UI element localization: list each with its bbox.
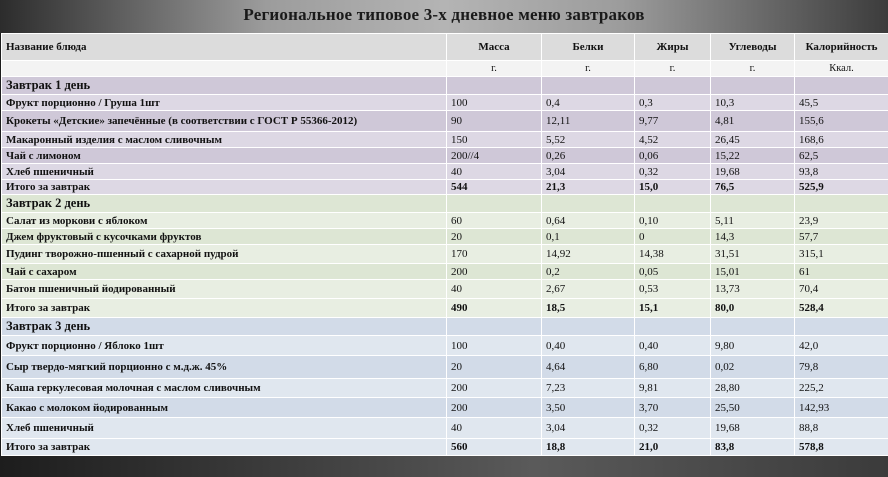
page-title: Региональное типовое 3-х дневное меню завтраков bbox=[0, 0, 888, 33]
empty-cell bbox=[447, 77, 542, 95]
dish-fat: 0,40 bbox=[635, 336, 711, 356]
dish-mass: 20 bbox=[447, 356, 542, 379]
dish-kcal: 79,8 bbox=[795, 356, 888, 379]
dish-fat: 0,3 bbox=[635, 95, 711, 111]
dish-carbs: 5,11 bbox=[711, 213, 795, 229]
total-mass: 490 bbox=[447, 299, 542, 318]
dish-protein: 4,64 bbox=[542, 356, 635, 379]
dish-fat: 0,06 bbox=[635, 148, 711, 164]
empty-cell bbox=[542, 77, 635, 95]
dish-protein: 3,04 bbox=[542, 418, 635, 439]
empty-cell bbox=[711, 195, 795, 213]
dish-protein: 14,92 bbox=[542, 245, 635, 264]
dish-kcal: 70,4 bbox=[795, 280, 888, 299]
table-row bbox=[2, 264, 888, 280]
table-row bbox=[2, 336, 888, 356]
dish-fat: 0,05 bbox=[635, 264, 711, 280]
total-carbs: 80,0 bbox=[711, 299, 795, 318]
dish-kcal: 61 bbox=[795, 264, 888, 280]
dish-protein: 5,52 bbox=[542, 132, 635, 148]
table-row bbox=[2, 229, 888, 245]
dish-carbs: 19,68 bbox=[711, 418, 795, 439]
dish-carbs: 13,73 bbox=[711, 280, 795, 299]
day-label: Завтрак 2 день bbox=[2, 195, 447, 213]
empty-cell bbox=[447, 318, 542, 336]
dish-fat: 0,32 bbox=[635, 164, 711, 180]
total-name: Итого за завтрак bbox=[2, 180, 447, 195]
day-section-row bbox=[2, 195, 888, 213]
unit-mass: г. bbox=[447, 61, 542, 77]
dish-fat: 9,81 bbox=[635, 379, 711, 398]
dish-fat: 3,70 bbox=[635, 398, 711, 418]
dish-mass: 100 bbox=[447, 95, 542, 111]
dish-protein: 3,04 bbox=[542, 164, 635, 180]
empty-cell bbox=[635, 195, 711, 213]
dish-mass: 200 bbox=[447, 398, 542, 418]
empty-cell bbox=[542, 318, 635, 336]
dish-fat: 0,10 bbox=[635, 213, 711, 229]
total-mass: 560 bbox=[447, 439, 542, 456]
header-fat: Жиры bbox=[635, 34, 711, 61]
dish-name: Макаронный изделия с маслом сливочным bbox=[2, 132, 447, 148]
day-label: Завтрак 3 день bbox=[2, 318, 447, 336]
dish-mass: 200 bbox=[447, 264, 542, 280]
table-row bbox=[2, 398, 888, 418]
dish-name: Крокеты «Детские» запечённые (в соответствии с ГОСТ Р 55366-2012) bbox=[2, 111, 447, 132]
dish-name: Салат из моркови с яблоком bbox=[2, 213, 447, 229]
total-name: Итого за завтрак bbox=[2, 439, 447, 456]
total-carbs: 83,8 bbox=[711, 439, 795, 456]
table-row bbox=[2, 213, 888, 229]
dish-mass: 200 bbox=[447, 379, 542, 398]
empty-cell bbox=[447, 195, 542, 213]
dish-kcal: 62,5 bbox=[795, 148, 888, 164]
dish-mass: 60 bbox=[447, 213, 542, 229]
dish-name: Хлеб пшеничный bbox=[2, 418, 447, 439]
table-row bbox=[2, 245, 888, 264]
total-row bbox=[2, 439, 888, 456]
table-row bbox=[2, 164, 888, 180]
dish-kcal: 225,2 bbox=[795, 379, 888, 398]
dish-fat: 9,77 bbox=[635, 111, 711, 132]
dish-name: Джем фруктовый с кусочками фруктов bbox=[2, 229, 447, 245]
dish-name: Чай с сахаром bbox=[2, 264, 447, 280]
dish-kcal: 93,8 bbox=[795, 164, 888, 180]
dish-protein: 0,40 bbox=[542, 336, 635, 356]
table-row bbox=[2, 356, 888, 379]
table-row bbox=[2, 132, 888, 148]
dish-carbs: 25,50 bbox=[711, 398, 795, 418]
empty-cell bbox=[795, 318, 888, 336]
units-row bbox=[2, 61, 888, 77]
dish-kcal: 155,6 bbox=[795, 111, 888, 132]
dish-protein: 12,11 bbox=[542, 111, 635, 132]
dish-name: Пудинг творожно-пшенный с сахарной пудрой bbox=[2, 245, 447, 264]
dish-kcal: 142,93 bbox=[795, 398, 888, 418]
total-fat: 21,0 bbox=[635, 439, 711, 456]
total-mass: 544 bbox=[447, 180, 542, 195]
dish-fat: 0,53 bbox=[635, 280, 711, 299]
dish-carbs: 15,22 bbox=[711, 148, 795, 164]
dish-name: Хлеб пшеничный bbox=[2, 164, 447, 180]
dish-fat: 0,32 bbox=[635, 418, 711, 439]
dish-kcal: 88,8 bbox=[795, 418, 888, 439]
dish-protein: 2,67 bbox=[542, 280, 635, 299]
total-kcal: 525,9 bbox=[795, 180, 888, 195]
dish-carbs: 9,80 bbox=[711, 336, 795, 356]
dish-name: Какао с молоком йодированным bbox=[2, 398, 447, 418]
dish-name: Фрукт порционно / Яблоко 1шт bbox=[2, 336, 447, 356]
dish-protein: 0,64 bbox=[542, 213, 635, 229]
header-mass: Масса bbox=[447, 34, 542, 61]
header-name: Название блюда bbox=[2, 34, 447, 61]
table-row bbox=[2, 280, 888, 299]
dish-carbs: 31,51 bbox=[711, 245, 795, 264]
dish-mass: 200//4 bbox=[447, 148, 542, 164]
dish-kcal: 315,1 bbox=[795, 245, 888, 264]
dish-kcal: 57,7 bbox=[795, 229, 888, 245]
total-kcal: 528,4 bbox=[795, 299, 888, 318]
empty-cell bbox=[711, 318, 795, 336]
empty-cell bbox=[635, 318, 711, 336]
dish-mass: 90 bbox=[447, 111, 542, 132]
dish-fat: 0 bbox=[635, 229, 711, 245]
header-carbs: Углеводы bbox=[711, 34, 795, 61]
dish-mass: 40 bbox=[447, 280, 542, 299]
empty-cell bbox=[795, 195, 888, 213]
total-row bbox=[2, 180, 888, 195]
empty-cell bbox=[542, 195, 635, 213]
dish-name: Фрукт порционно / Груша 1шт bbox=[2, 95, 447, 111]
dish-mass: 40 bbox=[447, 164, 542, 180]
header-protein: Белки bbox=[542, 34, 635, 61]
total-kcal: 578,8 bbox=[795, 439, 888, 456]
day-label: Завтрак 1 день bbox=[2, 77, 447, 95]
total-fat: 15,0 bbox=[635, 180, 711, 195]
dish-mass: 40 bbox=[447, 418, 542, 439]
empty-cell bbox=[711, 77, 795, 95]
table-row bbox=[2, 148, 888, 164]
table-row bbox=[2, 111, 888, 132]
unit-kcal: Ккал. bbox=[795, 61, 888, 77]
dish-protein: 3,50 bbox=[542, 398, 635, 418]
day-section-row bbox=[2, 77, 888, 95]
dish-name: Каша геркулесовая молочная с маслом сливочным bbox=[2, 379, 447, 398]
total-protein: 21,3 bbox=[542, 180, 635, 195]
days-body bbox=[2, 77, 888, 456]
table-row bbox=[2, 95, 888, 111]
dish-protein: 0,1 bbox=[542, 229, 635, 245]
unit-carbs: г. bbox=[711, 61, 795, 77]
table-row bbox=[2, 379, 888, 398]
dish-kcal: 168,6 bbox=[795, 132, 888, 148]
dish-fat: 4,52 bbox=[635, 132, 711, 148]
total-protein: 18,8 bbox=[542, 439, 635, 456]
dish-fat: 14,38 bbox=[635, 245, 711, 264]
unit-protein: г. bbox=[542, 61, 635, 77]
dish-protein: 0,26 bbox=[542, 148, 635, 164]
total-protein: 18,5 bbox=[542, 299, 635, 318]
dish-carbs: 26,45 bbox=[711, 132, 795, 148]
dish-carbs: 19,68 bbox=[711, 164, 795, 180]
empty-cell bbox=[795, 77, 888, 95]
dish-carbs: 14,3 bbox=[711, 229, 795, 245]
unit-name-empty bbox=[2, 61, 447, 77]
dish-carbs: 0,02 bbox=[711, 356, 795, 379]
dish-carbs: 10,3 bbox=[711, 95, 795, 111]
dish-carbs: 28,80 bbox=[711, 379, 795, 398]
dish-kcal: 42,0 bbox=[795, 336, 888, 356]
total-carbs: 76,5 bbox=[711, 180, 795, 195]
menu-table bbox=[1, 33, 888, 456]
dish-kcal: 23,9 bbox=[795, 213, 888, 229]
unit-fat: г. bbox=[635, 61, 711, 77]
dish-name: Чай с лимоном bbox=[2, 148, 447, 164]
dish-mass: 170 bbox=[447, 245, 542, 264]
dish-protein: 0,4 bbox=[542, 95, 635, 111]
dish-mass: 150 bbox=[447, 132, 542, 148]
dish-protein: 7,23 bbox=[542, 379, 635, 398]
dish-fat: 6,80 bbox=[635, 356, 711, 379]
dish-name: Батон пшеничный йодированный bbox=[2, 280, 447, 299]
header-kcal: Калорийность bbox=[795, 34, 888, 61]
dish-protein: 0,2 bbox=[542, 264, 635, 280]
header-row bbox=[2, 34, 888, 61]
total-fat: 15,1 bbox=[635, 299, 711, 318]
total-name: Итого за завтрак bbox=[2, 299, 447, 318]
dish-kcal: 45,5 bbox=[795, 95, 888, 111]
total-row bbox=[2, 299, 888, 318]
table-row bbox=[2, 418, 888, 439]
day-section-row bbox=[2, 318, 888, 336]
dish-name: Сыр твердо-мягкий порционно с м.д.ж. 45% bbox=[2, 356, 447, 379]
dish-mass: 100 bbox=[447, 336, 542, 356]
dish-carbs: 4,81 bbox=[711, 111, 795, 132]
dish-mass: 20 bbox=[447, 229, 542, 245]
empty-cell bbox=[635, 77, 711, 95]
dish-carbs: 15,01 bbox=[711, 264, 795, 280]
